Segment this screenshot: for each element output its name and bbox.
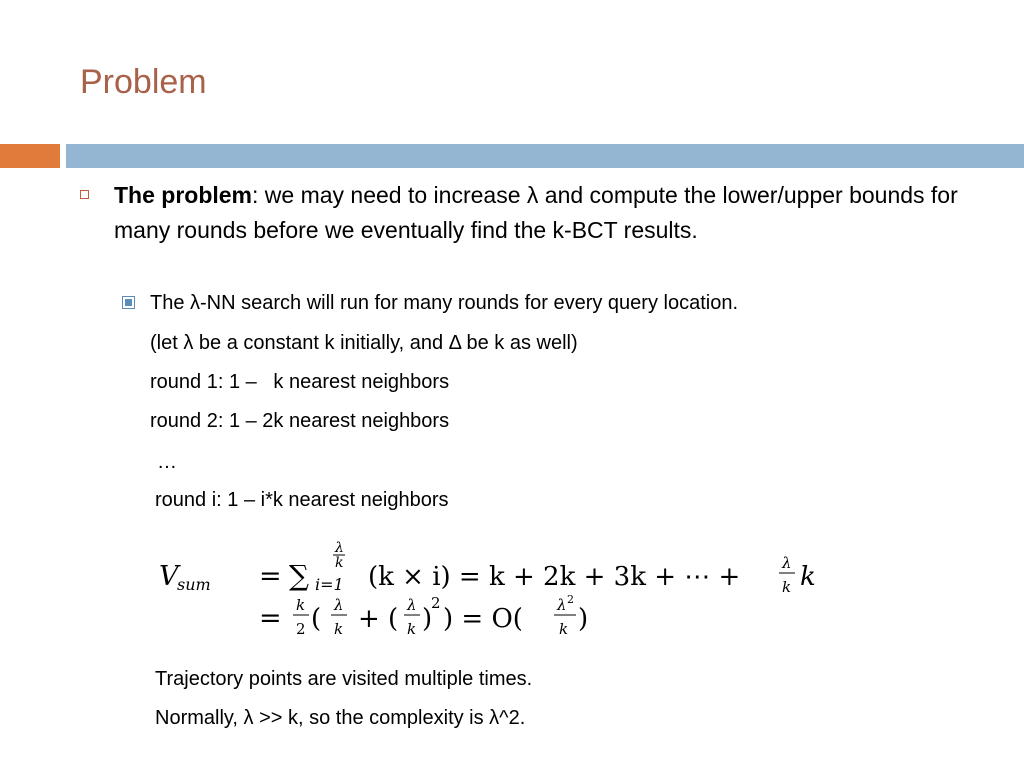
formula-row2-plus: + (: [358, 604, 399, 634]
complexity-formula: [155, 540, 835, 640]
formula-row2-f4-num-sup: 2: [567, 593, 574, 606]
formula-row2-close-sq: ): [422, 604, 433, 634]
formula-row1-sum-num: λ: [335, 540, 344, 556]
formula-row2-sq: 2: [431, 594, 441, 612]
bullet-square-icon: [80, 190, 89, 199]
sub-bullet-text: The λ-NN search will run for many rounds for every query location.: [150, 292, 739, 314]
formula-row1-sum-den: k: [335, 555, 344, 571]
formula-row1-eq: =: [259, 561, 282, 592]
formula-row2-f1-den: 2: [296, 620, 306, 638]
formula-row1-tail-var: k: [800, 562, 816, 592]
formula-row2-f2-num: λ: [334, 596, 344, 614]
formula-row2-f4-num: λ: [557, 596, 567, 614]
formula-row2-open1: (: [311, 604, 322, 634]
formula-row2-f3-den: k: [407, 620, 417, 638]
sub-bullet-square-icon: [122, 296, 135, 309]
formula-row1-body: (k × i) = k + 2k + 3k + ⋯ +: [368, 562, 741, 592]
normally-line: Normally, λ >> k, so the complexity is λ^2.: [155, 707, 526, 729]
formula-row2-f2-den: k: [334, 620, 344, 638]
formula-row1-tail-num: λ: [782, 554, 792, 572]
bullet-problem-label: The problem: [114, 182, 253, 208]
title-divider-bar: [66, 144, 1024, 168]
formula-row2-close-eq: ) = O(: [443, 604, 523, 634]
formula-row2-f4-den: k: [559, 620, 569, 638]
formula-row1-sum: ∑: [289, 559, 309, 592]
slide-title: Problem: [80, 63, 207, 101]
ellipsis-line: …: [157, 451, 177, 473]
formula-row1-tail-den: k: [782, 578, 792, 596]
formula-row2-eq: =: [259, 603, 282, 634]
bullet-problem-text: [114, 178, 994, 247]
formula-row2-close: ): [578, 604, 589, 634]
formula-row1-sum-lower: i=1: [315, 575, 344, 594]
bullet-problem-body: : we may need to increase λ and compute the lower/upper bounds for many rounds before we eventually find the k-BCT results.: [114, 182, 958, 243]
round1-line: round 1: 1 – k nearest neighbors: [150, 371, 450, 393]
formula-row2-f3-num: λ: [407, 596, 417, 614]
formula-row2-f1-num: k: [296, 596, 306, 614]
roundi-line: round i: 1 – i*k nearest neighbors: [155, 489, 449, 511]
visited-line: Trajectory points are visited multiple times.: [155, 668, 533, 690]
title-accent-bar: [0, 144, 60, 168]
formula-lhs-sub: sum: [177, 575, 211, 594]
round2-line: round 2: 1 – 2k nearest neighbors: [150, 410, 450, 432]
let-line: (let λ be a constant k initially, and Δ be k as well): [150, 332, 578, 354]
formula-lhs-var: V: [159, 561, 179, 592]
